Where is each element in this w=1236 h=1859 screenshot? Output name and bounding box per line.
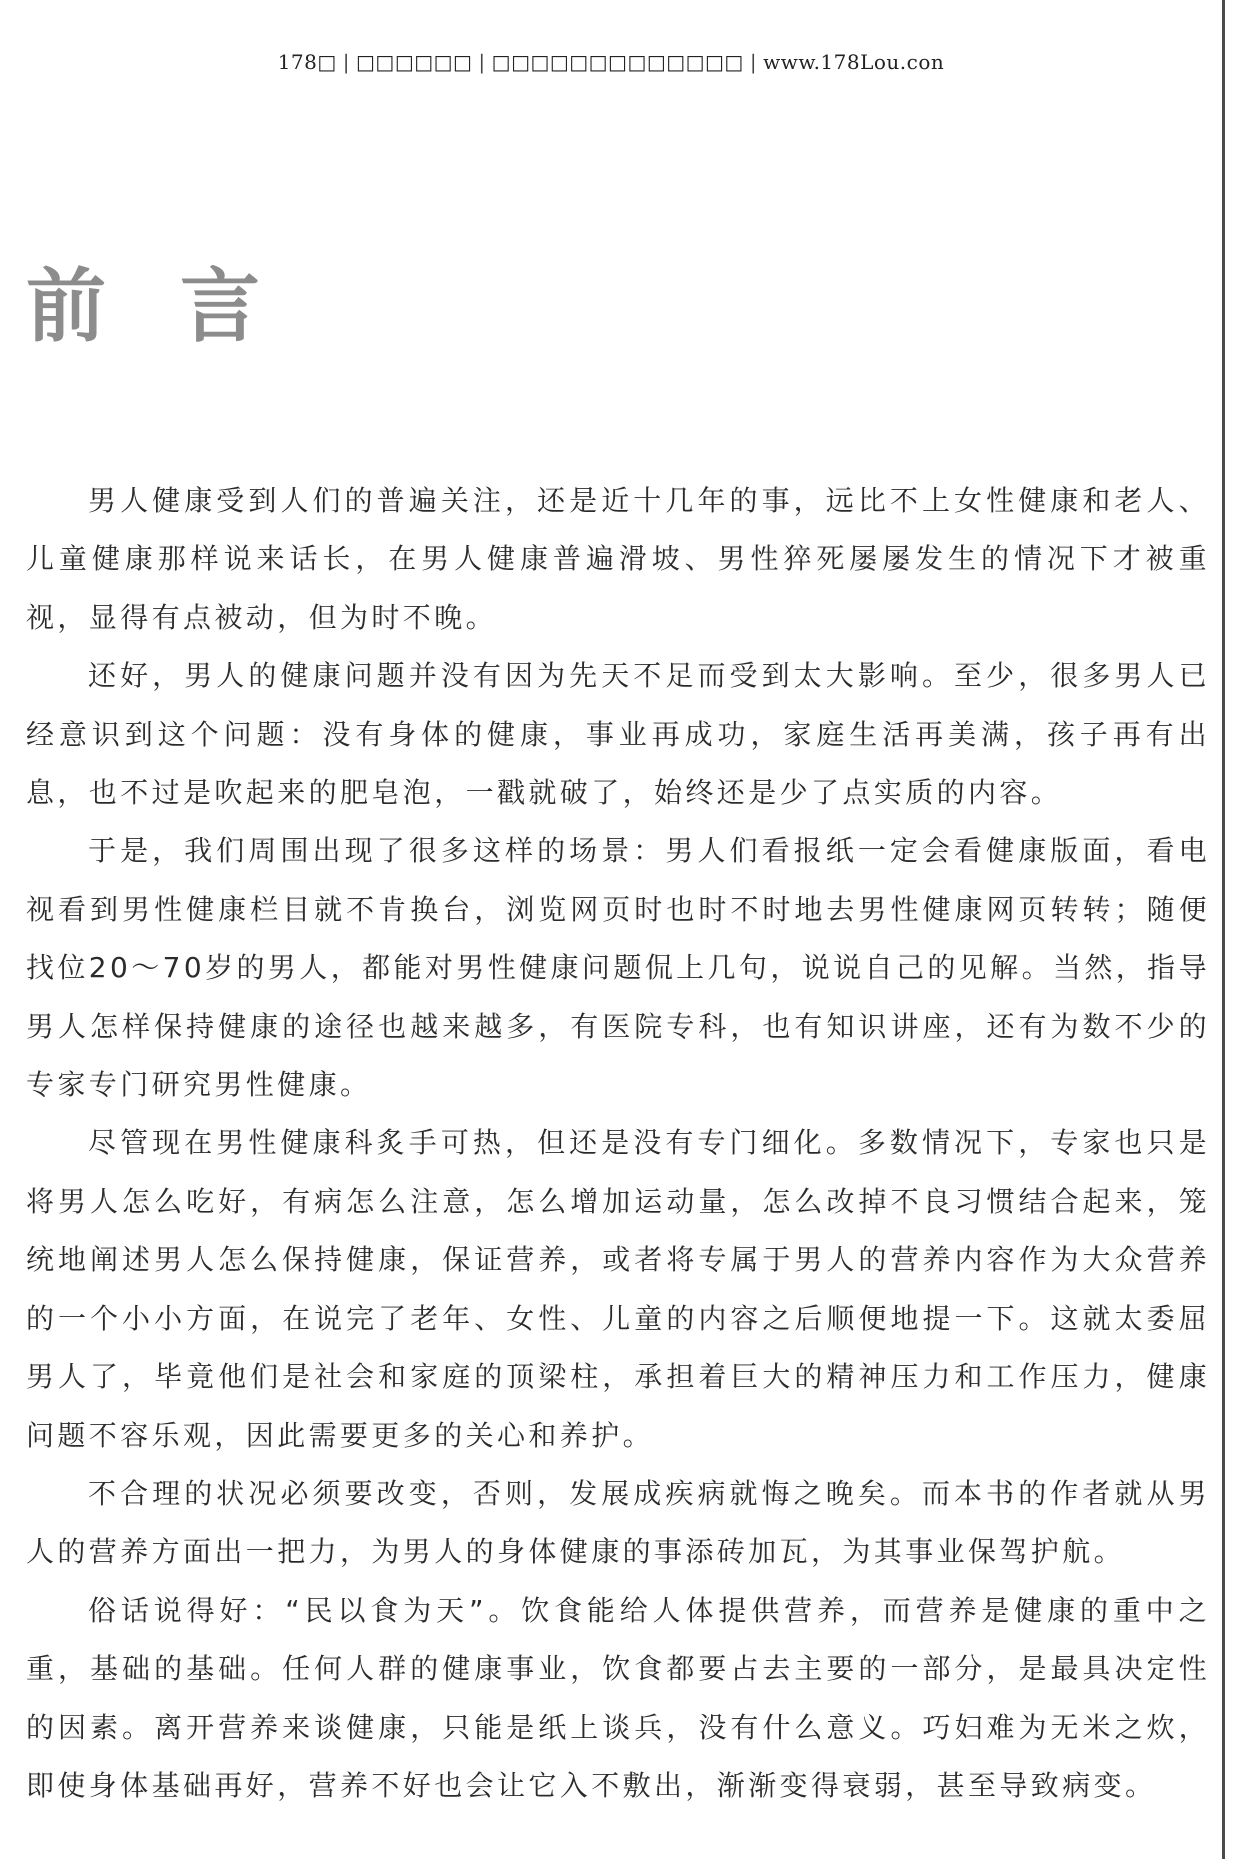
paragraph: 还好，男人的健康问题并没有因为先天不足而受到太大影响。至少，很多男人已经意识到这个问题：没有身体的健康，事业再成功，家庭生活再美满，孩子再有出息，也不过是吹起来的肥皂泡，一戳就破了，始终还是少了点实质的内容。	[26, 659, 1210, 810]
paragraph: 男人健康受到人们的普遍关注，还是近十几年的事，远比不上女性健康和老人、儿童健康那样说来话长，在男人健康普遍滑坡、男性猝死屡屡发生的情况下才被重视，显得有点被动，但为时不晚。	[26, 484, 1210, 634]
header-separator: |	[342, 50, 351, 74]
page-header	[0, 50, 1222, 74]
paragraph: 俗话说得好：“民以食为天”。饮食能给人体提供营养，而营养是健康的重中之重，基础的基础。任何人群的健康事业，饮食都要占去主要的一部分，是最具决定性的因素。离开营养来谈健康，只能是纸上谈兵，没有什么意义。巧妇难为无米之炊，即使身体基础再好，营养不好也会让它入不敷出，渐渐变得衰弱，甚至导致病变。	[26, 1593, 1210, 1802]
chapter-title: 前言	[26, 259, 334, 353]
paragraph: 于是，我们周围出现了很多这样的场景：男人们看报纸一定会看健康版面，看电视看到男性健康栏目就不肯换台，浏览网页时也时不时地去男性健康网页转转；随便找位20～70岁的男人，都能对男性健康问题侃上几句，说说自己的见解。当然，指导男人怎样保持健康的途径也越来越多，有医院专科，也有知识讲座，还有为数不少的专家专门研究男性健康。	[26, 834, 1210, 1102]
header-separator: |	[478, 50, 486, 74]
header-site-name: □□□□□□	[356, 50, 473, 74]
paragraph: 不合理的状况必须要改变，否则，发展成疾病就悔之晚矣。而本书的作者就从男人的营养方面出一把力，为男人的身体健康的事添砖加瓦，为其事业保驾护航。	[26, 1476, 1210, 1569]
paragraph: 尽管现在男性健康科炙手可热，但还是没有专门细化。多数情况下，专家也只是将男人怎么吃好，有病怎么注意，怎么增加运动量，怎么改掉不良习惯结合起来，笼统地阐述男人怎么保持健康，保证营养，或者将专属于男人的营养内容作为大众营养的一个小小方面，在说完了老年、女性、儿童的内容之后顺便地提一下。这就太委屈男人了，毕竟他们是社会和家庭的顶梁柱，承担着巨大的精神压力和工作压力，健康问题不容乐观，因此需要更多的关心和养护。	[26, 1126, 1210, 1452]
header-separator: |	[749, 50, 758, 74]
header-site-slogan: □□□□□□□□□□□□□	[491, 50, 744, 74]
header-site-short: 178□	[277, 50, 337, 74]
header-site-url: www.178Lou.con	[763, 50, 945, 74]
preface-body	[26, 472, 1210, 1815]
